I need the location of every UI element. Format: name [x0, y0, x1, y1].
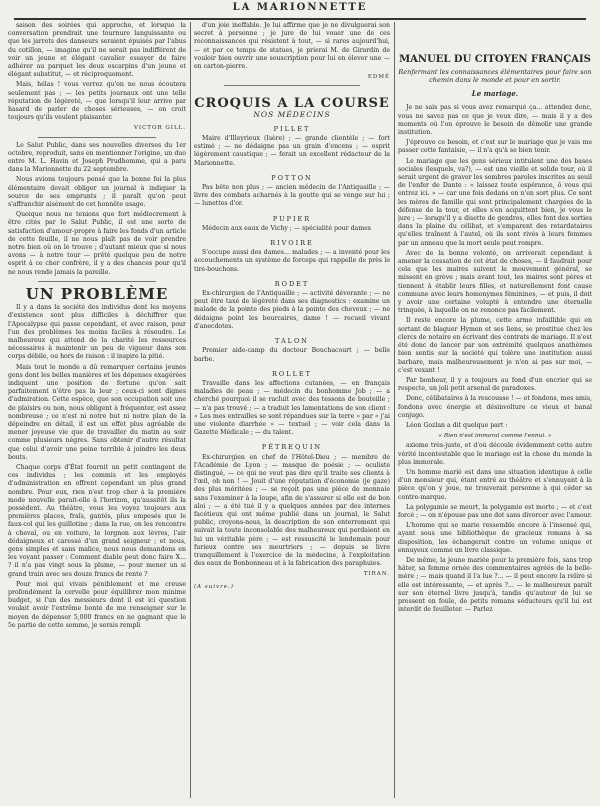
separator [38, 137, 156, 138]
paragraph: Ex-chirurgien en chef de l'Hôtel-Dieu ; — membre de l'Académie de Lyon ; — masque de poésie ; — oculiste distingué, — ce qui ne veut pas dire qu'il traite ses clients à l'œil, oh non ! — Jouit d'une réputation d'économie (je gaze) des plus méritées ; — se reçoit pas une pièce de monnaie sans l'examiner à la loupe, afin de s'assurer si elle est de bon aloi ; — a été tué il y a quelques années par des internes facétieux qui ont même publié dans un journal, le Salut public, croyons-nous, la description de son enterrement qui suivait la toute inconsolable des malheureux qui perdaient en lui un véritable père ; — est ressuscité le lendemain pour furieux contre ses meurtriers ; — depuis se livre tranquillement à l'exercice de la médecine, à l'exploitation des eaux de Bonbonneau et à la fabrication des paraphuies. [194, 453, 390, 568]
paragraph: S'occupe aussi des dames... malades ; — a inventé pour les accouchements un système de forceps qui rappelle de près le tire-bouchons. [194, 249, 390, 273]
paragraph: Chaque corps d'État fournit un petit contingent de ces individus ; les commis et les employés d'administration en offrent cependant un plus grand nombre. Pour eux, rien n'est trop cher à la première mode nouvelle parait-elle à l'horizon, qu'aussitôt ils la possèdent. Au théâtre, vous les voyez toujours aux premières places, fraîs, gantés, plus empesés que le faux-col qui les guillotine ; dans la rue, on les rencontre à cheval, ou en voiture, le lorgnon aux lèvres, l'air dédaigneux et caressé d'un grand seigneur ; et nous, gens simples et sans malice, nous nous demandons en les voyant passer : Comment diable peut donc faire X... ? il n'a pas vingt sous la plume, — pour mener un si grand train avec ses douze francs de rente ? [8, 463, 186, 578]
section-heading: POTTON [271, 173, 313, 182]
column-divider [190, 22, 191, 798]
section-heading: PILLET [273, 124, 311, 133]
paragraph: Avec de la bonne volonté, on arriverait cependant à amener la cessation de cet état de choses, — il faudrait pour cela que les maires suivent le mouvement général, se missent en grève ; mais avant tout, les maires sont pères et tiennent à établir leurs filles, et naturellement font cause commune avec leurs homonymes féminines, — et puis, il doit y avoir une certaine volupté à entendre une éternelle trinquée, à laquelle on ne renonce pas facilement. [398, 249, 592, 315]
section-heading: Le mariage. [471, 89, 519, 99]
paragraph: La polygamie se meurt, la polygamie est morte ; — et c'est forcé ; — on n'épouse pas une dot sans divorcer avec l'amour. [398, 503, 592, 519]
paragraph: Il reste encore la plume, cette arme infaillible qui en sortant de blaguer Hymen et ses liens, se prostitue chez les clercs de notaire en écrivant des contrats de mariage. Il n'est été donc de lancer par son extrémité quelques anathèmes bien sentis sur la société qui tolère une institution aussi barbare, mais malheureusement je n'en ai pas sur moi, — c'est vexant ! [398, 317, 592, 374]
section-heading: ROLLET [272, 369, 312, 378]
author-signature: VICTOR GILL. [133, 125, 186, 132]
paragraph: Nous avions toujours pensé que la bonne foi la plus élémentaire devait obliger un journal à indiquer la source de ses emprunts ; il paraît qu'on peut s'affranchir aisément de cet honnête usage. [8, 176, 186, 209]
column-left [8, 22, 186, 798]
section-heading: RIVOIRE [270, 239, 314, 248]
paragraph: Quoique nous ne tenions que fort médiocrement à être cités par le Salut Public, il est une sorte de satisfaction d'amour-propre à faire les fonds d'un article de cette feuille, il ne nous plaît pas de voir prendre notre bien où on le trouve ; d'autant mieux que si nous avons — à notre tour — prêté quelque peu de notre esprit à ce cher confrère, il y a des chances pour qu'il ne nous rende jamais la pareille. [8, 211, 186, 276]
separator [224, 85, 360, 86]
paragraph: Le Salut Public, dans ses nouvelles diverses du 1er octobre, reproduit, sans en mentionner l'origine, un duo entre M. L. Havin et Joseph Prudhomme, qui a paru dans la Marionnette du 22 septembre. [8, 141, 186, 174]
paragraph: Léon Gozlan a dit quelque part : [406, 421, 508, 429]
article-title: CROQUIS A LA COURSE [194, 96, 390, 112]
paragraph: axiome très-juste, et d'où découle évidemment cette autre vérité incontestable que le mariage est la chose du monde la plus immorale. [398, 442, 592, 466]
paragraph: Maire d'Illeyrieux (Isère) ; — grande clientèle ; — fort estimé ; — ne dédaigne pas un grain d'encens ; — esprit légèrement caustique ; — ferait un excellent rédacteur de la Marionnette. [194, 135, 390, 167]
paragraph: Mais, hélas ! vous verrez qu'on ne nous écoutera seulement pas ; — les petits journaux ont une telle réputation de légèreté, — que lorsqu'il leur arrive par hasard de parler de choses sérieuses, — on croit toujours qu'ils veulent plaisanter. [8, 81, 186, 122]
paragraph: Médecin aux eaux de Vichy ; — spécialité pour dames [202, 224, 371, 232]
column-divider [394, 22, 395, 798]
paragraph: Un homme marié est dans une situation identique à celle d'un monsieur qui, étant entré au théâtre et s'ennuyant à la pièce qu'on y joue, ne trouverait personne à qui céder sa contre-marque. [398, 468, 592, 501]
author-signature: EDMÉ [367, 74, 390, 81]
article-subtitle: Renfermant les connaissances élémentaires pour faire son chemin dans le monde et pour en sortir. [398, 68, 592, 85]
author-signature: TIRAN. [363, 571, 390, 578]
section-heading: RODET [274, 279, 310, 288]
paragraph: Donc, célibataires à la rescousse ! — et fondons, mes amis, fondons avec énergie et désinvolture ce vieux et banal conjugo. [398, 395, 592, 419]
paragraph: Pour moi qui vivais péniblement et me creuse profondément la cervelle pour équilibrer mon minime budget, si l'un des messieurs dont il est ici question voulait avoir l'extrême bonté de me renseigner sur le moyen de dépenser 5,000 francs en ne gagnant que le 5e partie de cette somme, je serais rempli [8, 580, 186, 629]
quotation: « Rien n'est immoral comme l'ennui. » [438, 433, 552, 440]
paragraph: Je ne sais pas si vous avez remarqué ça... attendez donc, vous ne savez pas ce que je veux dire, — mais il y a des moments où l'on éprouve le besoin de démolir une grande institution. [398, 104, 592, 137]
paragraph: Travaille dans les affections cutanées, — en français maladies de peau ; — médecin du bonhomme Job ; — a cherché pourquoi il se racluit avec des tessons de bouteille ; — n'a pas trouvé ; — a traduit les lamentations de son client : « Les mes entrailles se sont répandues sur la terre » par « j'ai une violente diarrhée » — textuel ; — voir cela dans la Gazette Médicale ; — du talent. [194, 379, 390, 437]
paragraph: Mais tout le monde a dû remarquer certains jeunes gens dont les belles manières et les dépenses exagérées indiquent une position de fortune qu'on sait parfaitement n'être pas la leur ; ceux-ci sont dignes d'admiration. Cette espèce, que son occupation soit une de plaisirs ou non, nous obligent à fréquenter, est assez nombreuse ; ce n'est ni notre but ni notre plan de la dépeindre en détail, il est un effet plus agréable de mener joyeuse vie que de travailler du matin au soir comme plusieurs nègres. Sans obtenir d'autre résultat que celui d'avoir une peine terrible à joindre les deux bouts. [8, 363, 186, 461]
section-heading: PUPIER [272, 214, 312, 223]
article-subtitle: NOS MÉDECINS [253, 109, 331, 119]
paragraph: Pas bête non plus ; — ancien médecin de l'Antiquaille ; — livre des combats acharnés à la goutte qui se venge sur lui ; — lunettes d'or. [194, 184, 390, 208]
paragraph: Premier aide-camp du docteur Bouchacourt ; — belle barbe. [194, 347, 390, 363]
footnote: (A suivre.) [194, 583, 234, 590]
paragraph: Le mariage que les gens sérieux intitulent une des bases sociales (lesquels, va?), — est une vieille et solide tour, où il serait urgent de graver les sombres paroles inscrites au seuil de l'enfer de Dante : « laissez toute espérance, ô vous qui entrez ici. » — car une fois dedans on n'en sort plus. Ce sont les mères de famille qui sont principalement chargées de la défense de la tour, et elles s'en acquittent bien, je vous le jure ; — lorsqu'il y a disette de gendres, elles font des sorties dans la plaine du célibat, et s'emparent des retardataires qu'elles traînent à l'autel, où ils sont rivés à leurs femmes par un anneau que la mort seule peut rompre. [398, 157, 592, 247]
paragraph: saison des soirées qui approche, et lorsque la conversation prendrait une tournure languissante ou que les jarrets des danseurs seraient épuisés par l'abus du cotillon, — imagine qu'il ne serait pas indifférent de voir un jeune et élégant cavalier essayer de faire adhérer au parquet les deux escarpins d'un jeune et élégant substitut, — et réciproquement. [8, 22, 186, 79]
section-heading: PÉTREQUIN [261, 443, 323, 452]
separator [38, 281, 156, 282]
paragraph: Ex-chirurgien de l'Antiquaille ; — activité dévorante ; — ne peut être taxé de légèreté dans ses diagnostics : examine un malade de la pointe des pieds à la pointe des cheveux ; — ne dédaigne point les bourcaires, dame ! — recueil vivant d'anecdotes. [194, 290, 390, 330]
section-heading: TALON [274, 337, 309, 346]
paragraph: d'un joie ineffable. Je lui affirme que je ne divulguerai son secret à personne ; je jure de lui vouer une de ces reconnaissances qui résistent à tout, — si rares aujourd'hui, — et par ce temps de statues, je prierai M. de Girardin de vouloir bien ouvrir une souscription pour lui en élever une — en carton-pierre. [194, 22, 390, 71]
paragraph: De même, la jeune mariée pour la première fois, sans trop hâter, sa femme ornée des commentaires agréés de la belle-mère ; — mais quand il l'a lue ?... — il peut encore la relire si elle est intéressante, — et après ?... — le malheureux paraît sur son éternel livre jusqu'à, tandis qu'autour de lui se pressent en foule, de petits romans séducteurs qu'il lui est interdit de feuilleter. — Parlez [398, 556, 592, 614]
paragraph: Il y a dans la société des individus dont les moyens d'existence sont plus difficiles à déchiffrer que l'Apocalypse qui passe cependant, et avec raison, pour l'un des problèmes les moins faciles à résoudre. Le malheureux qui attend de la charité les ressources nécessaires à maintenir un peu de vigueur dans son corps débile, ou hors de raison : il inspire la pitié. [8, 304, 186, 361]
column-middle [194, 22, 390, 798]
paragraph: L'homme qui se marie ressemble encore à l'insensé qui, ayant sous une bibliothèque de gracieux romans à sa disposition, les échangerait contre un volume unique et ennuyeux comme un livre classique. [398, 522, 592, 554]
article-title: UN PROBLÈME [25, 284, 169, 303]
paragraph: Par bonheur, il y a toujours au fond d'un encrier qui se respecte, un joli petit arsenal de paradoxes. [398, 376, 592, 393]
article-title: MANUEL DU CITOYEN FRANÇAIS [399, 54, 591, 65]
paragraph: J'éprouve ce besoin, et c'est sur le mariage que je vais me passer cette fantaisie, — il n'a qu'à se bien tenir. [398, 139, 592, 155]
masthead: LA MARIONNETTE [14, 2, 586, 20]
column-right [398, 22, 592, 798]
